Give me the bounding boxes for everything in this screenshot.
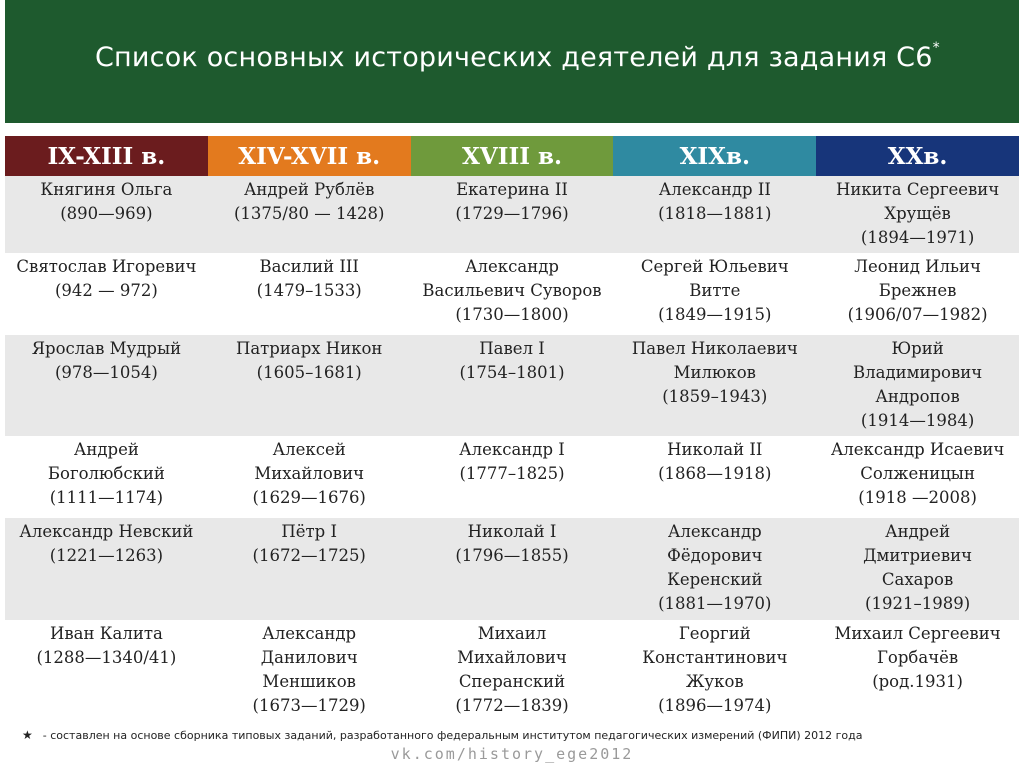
table-cell [5,335,208,436]
cell-line: Юрий [891,339,944,358]
footnote-text: - составлен на основе сборника типовых заданий, разработанного федеральным институтом педагогических измерений (ФИПИ) 2012 года [42,729,863,742]
cell-line: Павел Николаевич [631,339,798,358]
table-cell [816,620,1019,723]
cell-line: Владимирович [853,363,983,382]
cell-line: (978—1054) [54,363,158,382]
cell-line: (1859–1943) [662,387,768,406]
cell-line: Ярослав Мудрый [31,339,182,358]
cell-line: (1730—1800) [455,305,569,324]
table-cell [5,518,208,620]
title-text: Список основных исторических деятелей для задания С6 [95,42,933,73]
cell-line: (род.1931) [872,672,963,691]
cell-line: Александр [262,624,357,643]
table-cell [208,518,411,620]
source-credit: vk.com/history_ege2012 [390,745,634,763]
title-footnote-mark: * [932,40,940,56]
cell-line: (942 — 972) [54,281,158,300]
column-header-9-13: IX-XIII в. [5,136,208,176]
table-cell [411,253,614,335]
cell-line: Горбачёв [877,648,959,667]
table-cell [208,253,411,335]
cell-line: Михайлович [254,464,365,483]
table-cell [208,176,411,253]
cell-line: (1796—1855) [455,546,569,565]
cell-line: Дмитриевич [863,546,973,565]
cell-line: Сахаров [881,570,954,589]
column-header-19: XIXв. [613,136,816,176]
table-cell [816,335,1019,436]
cell-line: Василий III [259,257,359,276]
table-row [5,436,1019,518]
table-row [5,253,1019,335]
cell-line: (1921–1989) [865,594,971,613]
cell-line: (890—969) [60,204,153,223]
cell-line: Жуков [685,672,744,691]
cell-line: (1777–1825) [459,464,565,483]
table-cell [613,436,816,518]
cell-line: Александр I [459,440,565,459]
cell-line: (1629—1676) [252,488,366,507]
cell-line: Николай II [667,440,763,459]
cell-line: (1672—1725) [252,546,366,565]
cell-line: (1673—1729) [252,696,366,715]
table-cell [816,518,1019,620]
cell-line: (1868—1918) [658,464,772,483]
cell-line: Александр Невский [19,522,194,541]
title-banner [5,0,1019,123]
table-cell [208,436,411,518]
table-row [5,176,1019,253]
cell-line: (1605–1681) [256,363,362,382]
cell-line: Святослав Игоревич [16,257,197,276]
table-cell [208,335,411,436]
cell-line: Михаил Сергеевич [834,624,1001,643]
cell-line: (1894—1971) [860,228,975,247]
cell-line: Княгиня Ольга [40,180,173,199]
page-title [95,42,940,73]
table-row [5,518,1019,620]
table-cell [411,620,614,723]
column-header-20: XXв. [816,136,1019,176]
table-cell [411,518,614,620]
table-cell [613,176,816,253]
cell-line: (1772—1839) [455,696,569,715]
cell-line: Хрущёв [884,204,951,223]
cell-line: (1849—1915) [658,305,772,324]
cell-line: Пётр I [281,522,337,541]
cell-line: Андрей [885,522,951,541]
cell-line: Андропов [875,387,960,406]
cell-line: (1896—1974) [658,696,772,715]
cell-line: Солженицын [860,464,975,483]
cell-line: Леонид Ильич [854,257,981,276]
cell-line: Боголюбский [47,464,165,483]
figures-table [5,136,1019,723]
table-row [5,335,1019,436]
cell-line: Михаил [477,624,547,643]
cell-line: Сперанский [458,672,566,691]
table-cell [411,436,614,518]
cell-line: Брежнев [878,281,957,300]
cell-line: Фёдорович [667,546,763,565]
cell-line: Алексей [272,440,346,459]
table-cell [816,253,1019,335]
cell-line: Александр II [658,180,771,199]
table-cell [5,620,208,723]
cell-line: Александр Исаевич [830,440,1005,459]
footnote-star-icon: ★ [22,728,33,742]
cell-line: (1221—1263) [49,546,164,565]
cell-line: Александр [667,522,762,541]
cell-line: (1479–1533) [256,281,362,300]
cell-line: Александр [465,257,559,276]
cell-line: (1288—1340/41) [36,648,177,667]
cell-line: Данилович [260,648,358,667]
cell-line: Сергей Юльевич [640,257,789,276]
table-cell [5,436,208,518]
cell-line: Витте [689,281,741,300]
cell-line: Екатерина II [456,180,568,199]
cell-line: Патриарх Никон [235,339,383,358]
table-row [5,620,1019,723]
cell-line: (1906/07—1982) [847,305,988,324]
table-cell [816,176,1019,253]
cell-line: (1914—1984) [860,411,975,430]
table-cell [613,253,816,335]
cell-line: Константинович [642,648,788,667]
cell-line: Николай I [467,522,557,541]
table-header-row [5,136,1019,176]
table-cell [5,253,208,335]
table-cell [613,620,816,723]
table-cell [613,335,816,436]
footnote [22,728,863,742]
cell-line: Милюков [673,363,756,382]
table-cell [613,518,816,620]
cell-line: (1729—1796) [455,204,569,223]
cell-line: (1375/80 — 1428) [233,204,385,223]
cell-line: (1918 —2008) [858,488,977,507]
cell-line: Васильевич Суворов [422,281,602,300]
cell-line: Георгий [678,624,751,643]
cell-line: (1111—1174) [49,488,164,507]
cell-line: Меншиков [262,672,356,691]
table-cell [208,620,411,723]
cell-line: Керенский [667,570,763,589]
cell-line: (1754–1801) [459,363,565,382]
table-cell [411,335,614,436]
cell-line: Иван Калита [49,624,163,643]
column-header-18: XVIII в. [411,136,614,176]
cell-line: Андрей [73,440,139,459]
cell-line: Андрей Рублёв [243,180,375,199]
cell-line: Никита Сергеевич [835,180,1000,199]
cell-line: (1881—1970) [658,594,772,613]
column-header-14-17: XIV-XVII в. [208,136,411,176]
table-cell [816,436,1019,518]
table-cell [5,176,208,253]
table-cell [411,176,614,253]
cell-line: (1818—1881) [658,204,772,223]
cell-line: Павел I [479,339,545,358]
cell-line: Михайлович [457,648,567,667]
